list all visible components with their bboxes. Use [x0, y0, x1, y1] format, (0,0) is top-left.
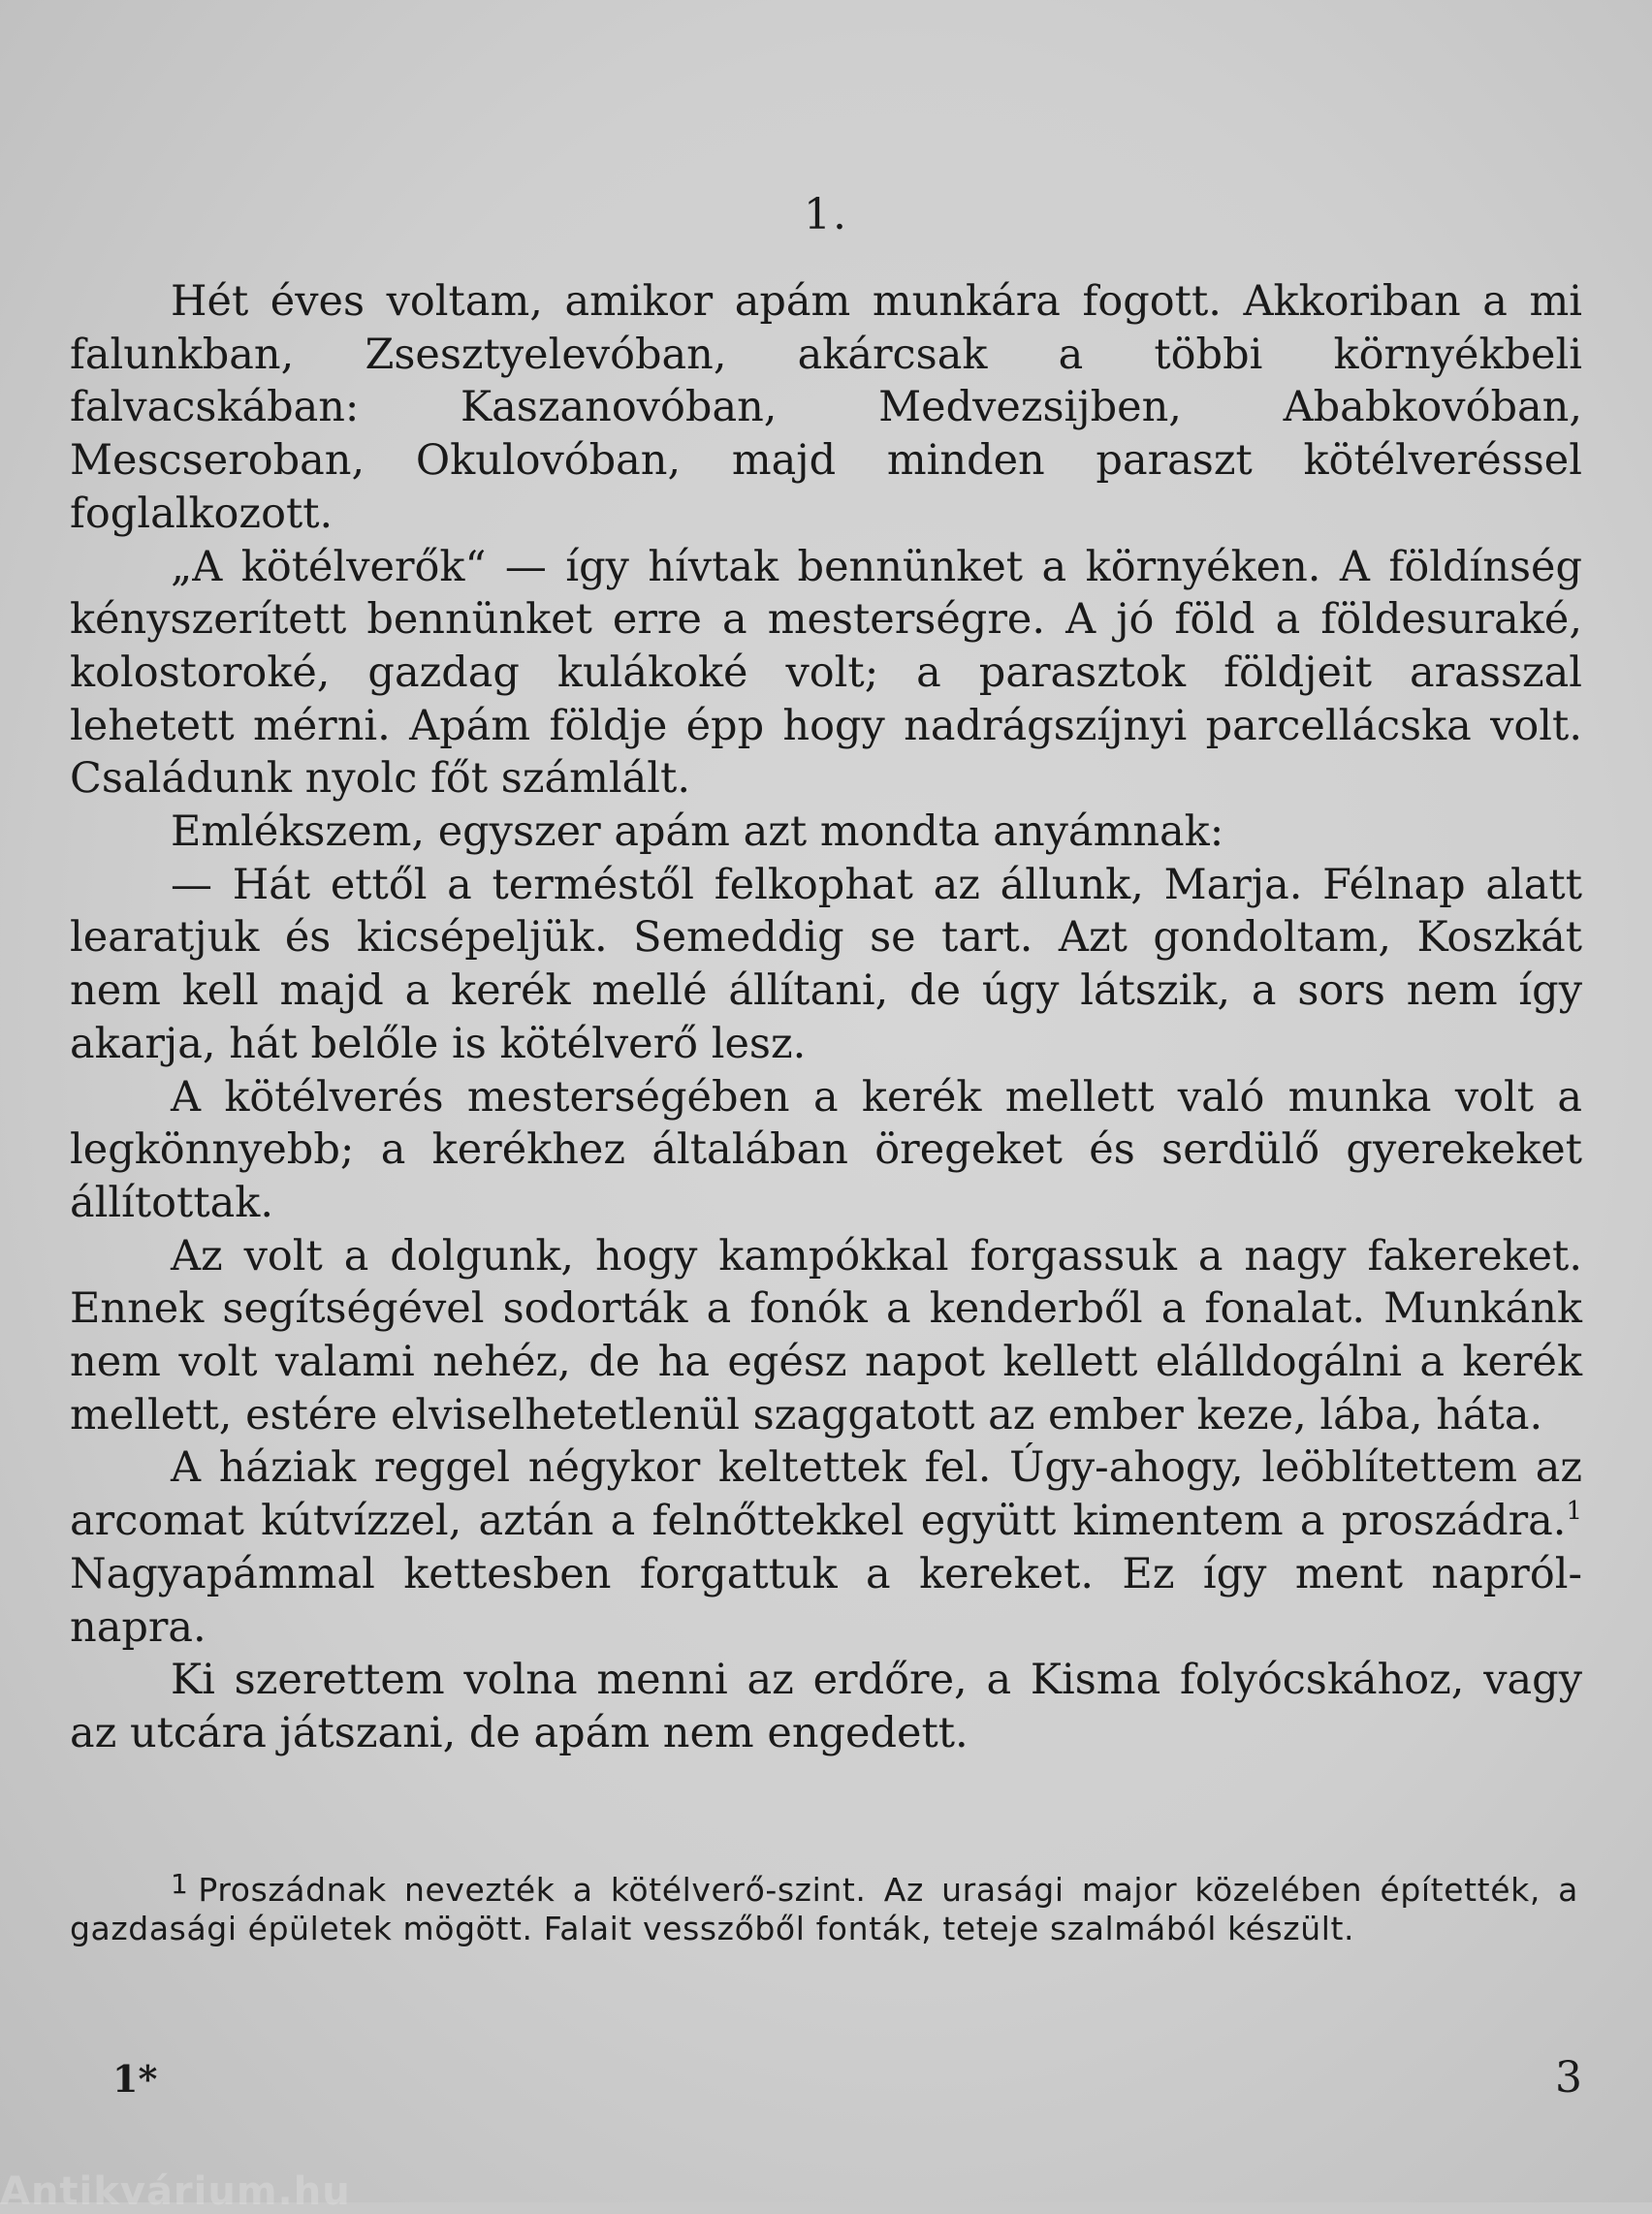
- paragraph-5: A kötélverés mesterségében a kerék mellett való munka volt a legkönnyebb; a kerékhez általában öregeket és serdülő gyerekeket állítottak.: [70, 1072, 1582, 1227]
- paragraph-7-text: A háziak reggel négykor keltettek fel. Úgy-ahogy, leöblítettem az arcomat kútvízzel, aztán a felnőttekkel együtt kimentem a proszádra.: [70, 1443, 1582, 1546]
- paragraph-4-dialogue: — Hát ettől a terméstől felkophat az állunk, Marja. Félnap alatt learatjuk és kicsépeljük. Semeddig se tart. Azt gondoltam, Koszkát nem kell majd a kerék mellé állítani, de úgy látszik, a sors nem így akarja, hát belőle is kötélverő lesz.: [70, 860, 1582, 1068]
- footnote-reference: 1: [1566, 1497, 1582, 1527]
- watermark: Antikvárium.hu: [0, 2169, 351, 2214]
- body-text: [70, 275, 1582, 1760]
- paragraph-7-continued: Nagyapámmal kettesben forgattuk a kereket. Ez így ment napról-napra.: [70, 1549, 1582, 1652]
- footnote: [70, 1865, 1578, 1948]
- paragraph-8: Ki szerettem volna menni az erdőre, a Kisma folyócskához, vagy az utcára játszani, de apám nem engedett.: [70, 1656, 1582, 1757]
- footnote-mark: 1: [171, 1868, 189, 1900]
- paragraph-6: Az volt a dolgunk, hogy kampókkal forgassuk a nagy fakereket. Ennek segítségével sodorták a fonók a kenderből a fonalat. Munkánk nem volt valami nehéz, de ha egész napot kellett elálldogálni a kerék mellett, estére elviselhetetlenül szaggatott az ember keze, lába, háta.: [70, 1231, 1582, 1439]
- chapter-number: 1.: [804, 190, 848, 239]
- paragraph-7: [70, 1441, 1582, 1654]
- paragraph-1: Hét éves voltam, amikor apám munkára fogott. Akkoriban a mi falunkban, Zsesztyelevóban, akárcsak a többi környékbeli falvacskában: Kaszanovóban, Medvezsijben, Ababkovóban, Mescseroban, Okulovóban, majd minden paraszt kötélveréssel foglalkozott.: [70, 277, 1582, 538]
- page-number: 3: [1555, 2053, 1582, 2103]
- paragraph-3: Emlékszem, egyszer apám azt mondta anyámnak:: [171, 807, 1224, 857]
- footnote-text: Proszádnak nevezték a kötélverő-szint. Az urasági major közelében építették, a gazdasági épületek mögött. Falait vesszőből fonták, teteje szalmából készült.: [70, 1871, 1578, 1947]
- signature-mark: 1*: [112, 2057, 158, 2101]
- paragraph-2: „A kötélverők“ — így hívtak bennünket a környéken. A földínség kényszerített bennünket erre a mesterségre. A jó föld a földesuraké, kolostoroké, gazdag kulákoké volt; a parasztok földjeit arasszal lehetett mérni. Apám földje épp hogy nadrágszíjnyi parcellácska volt. Családunk nyolc főt számlált.: [70, 542, 1582, 804]
